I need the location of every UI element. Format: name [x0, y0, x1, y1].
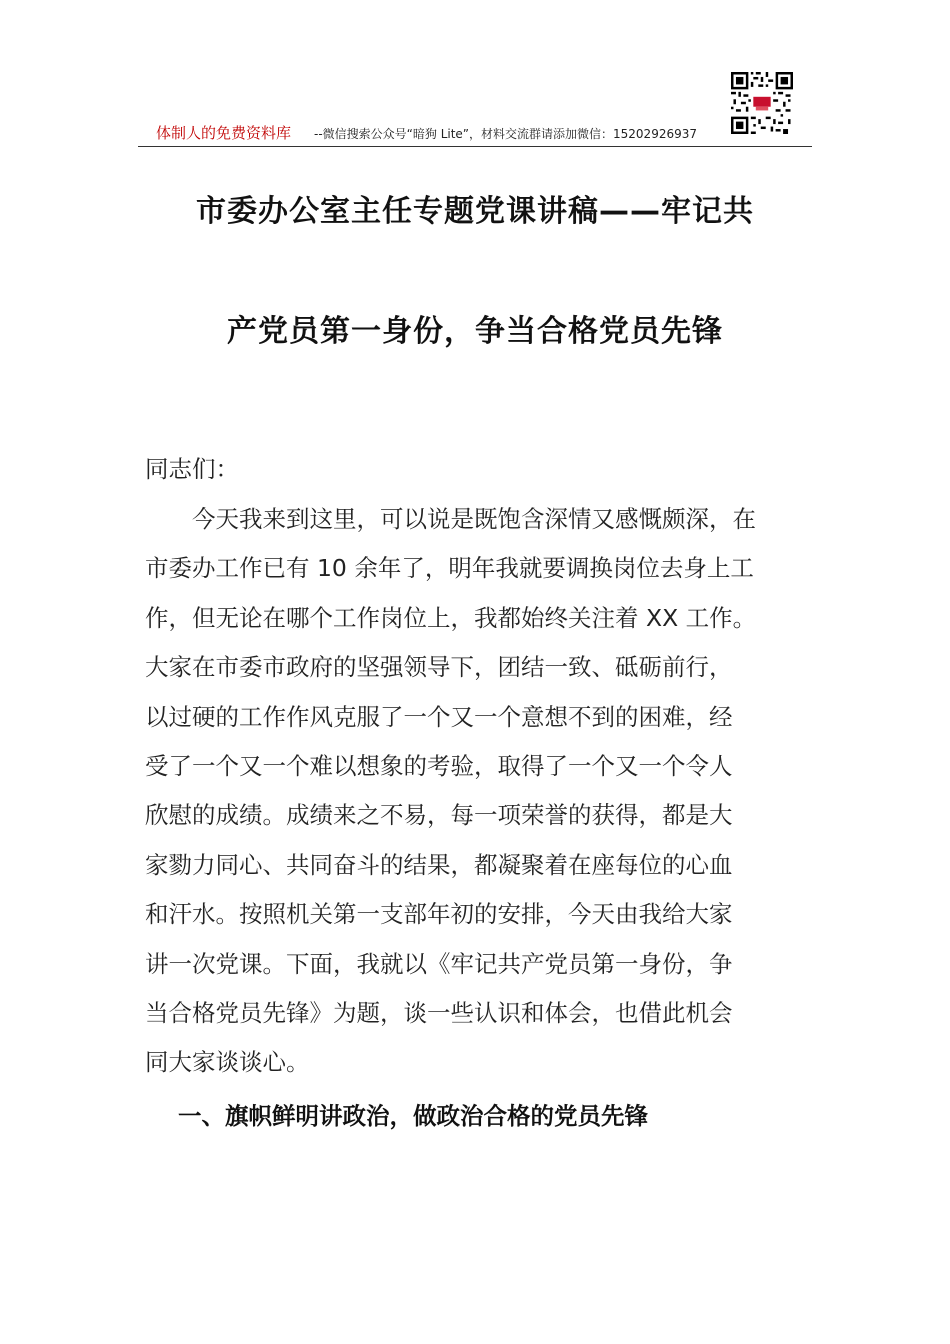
- document-header: [138, 118, 812, 147]
- header-note: --微信搜索公众号“暗狗 Lite”，材料交流群请添加微信：15202926937: [314, 127, 697, 141]
- paragraph-line: 大家在市委市政府的坚强领导下，团结一致、砥砺前行，: [145, 653, 733, 682]
- document-title-line-2: 产党员第一身份，争当合格党员先锋: [227, 314, 723, 349]
- paragraph-line: 当合格党员先锋》为题，谈一些认识和体会，也借此机会: [145, 998, 733, 1027]
- qr-code-icon: [731, 72, 793, 134]
- paragraph-line: 市委办工作已有 10 余年了，明年我就要调换岗位去身上工: [145, 554, 754, 583]
- brand-name: 体制人的免费资料库: [156, 124, 292, 142]
- paragraph-line: 以过硬的工作作风克服了一个又一个意想不到的困难，经: [145, 702, 733, 731]
- paragraph-line: 受了一个又一个难以想象的考验，取得了一个又一个令人: [145, 751, 733, 780]
- salutation: 同志们：: [145, 455, 239, 483]
- paragraph-line: 作，但无论在哪个工作岗位上，我都始终关注着 XX 工作。: [145, 603, 757, 632]
- paragraph-line: 同大家谈谈心。: [145, 1048, 310, 1077]
- section-heading: 一、旗帜鲜明讲政治，做政治合格的党员先锋: [178, 1102, 648, 1130]
- document-title-line-1: 市委办公室主任专题党课讲稿——牢记共: [196, 194, 754, 229]
- paragraph-line: 讲一次党课。下面，我就以《牢记共产党员第一身份，争: [145, 949, 733, 978]
- paragraph-line: 和汗水。按照机关第一支部年初的安排，今天由我给大家: [145, 900, 733, 929]
- paragraph-line: 家勠力同心、共同奋斗的结果，都凝聚着在座每位的心血: [145, 850, 733, 879]
- body-paragraph: [145, 500, 815, 1093]
- paragraph-line: 欣慰的成绩。成绩来之不易，每一项荣誉的获得，都是大: [145, 801, 733, 830]
- paragraph-line: 今天我来到这里，可以说是既饱含深情又感慨颇深，在: [192, 505, 756, 533]
